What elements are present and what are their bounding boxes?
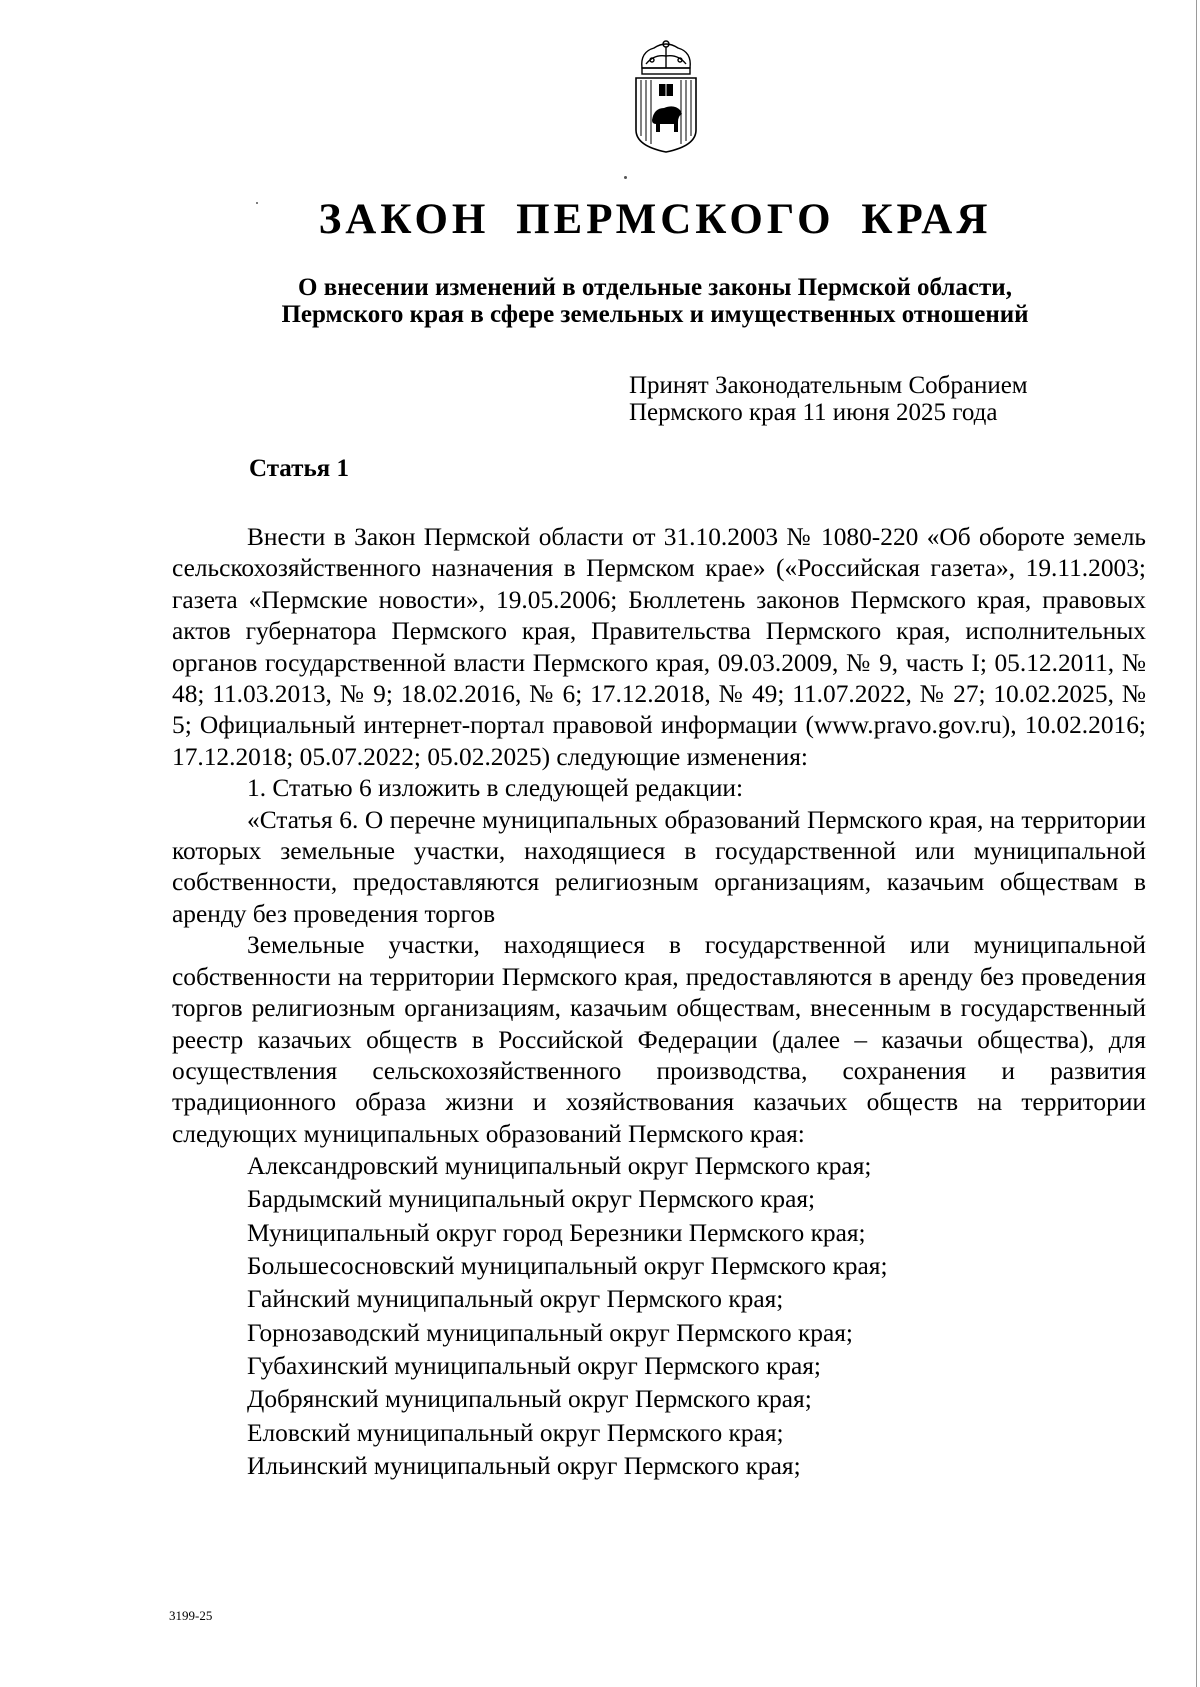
document-subtitle — [230, 274, 1080, 328]
list-item: Губахинский муниципальный округ Пермского края; — [247, 1351, 821, 1380]
municipality-list — [172, 1150, 1146, 1483]
list-item: Ильинский муниципальный округ Пермского края; — [247, 1451, 801, 1480]
list-item: Александровский муниципальный округ Пермского края; — [247, 1152, 872, 1181]
list-item: Бардымский муниципальный округ Пермского края; — [247, 1185, 816, 1214]
list-item: Еловский муниципальный округ Пермского края; — [247, 1418, 784, 1447]
scan-edge-line — [1196, 0, 1197, 1687]
new-article-title-paragraph: «Статья 6. О перечне муниципальных образований Пермского края, на территории которых земельные участки, находящиеся в государственной или муниципальной собственности, предоставляются религиозным организациям, казачьим обществам в аренду без проведения торгов — [172, 805, 1146, 928]
list-item: Большесосновский муниципальный округ Пермского края; — [247, 1252, 888, 1281]
list-item: Горнозаводский муниципальный округ Пермского края; — [247, 1318, 853, 1347]
article-body — [172, 522, 1146, 1483]
document-code: 3199-25 — [169, 1608, 213, 1623]
item-paragraph: 1. Статью 6 изложить в следующей редакции: — [247, 774, 744, 803]
intro-paragraph: Внести в Закон Пермской области от 31.10.2003 № 1080-220 «Об обороте земель сельскохозяйственного назначения в Пермском крае» («Российская газета», 19.11.2003; газета «Пермские новости», 19.05.2006; Бюллетень законов Пермского края, правовых актов губернатора Пермского края, Правительства Пермского края, исполнительных органов государственной власти Пермского края, 09.03.2009, № 9, часть I; 05.12.2011, № 48; 11.03.2013, № 9; 18.02.2016, № 6; 17.12.2018, № 49; 11.07.2022, № 27; 10.02.2025, № 5; Официальный интернет-портал правовой информации (www.pravo.gov.ru), 10.02.2016; 17.12.2018; 05.07.2022; 05.02.2025) следующие изменения: — [172, 523, 1146, 771]
adoption-line: Пермского края 11 июня 2025 года — [629, 399, 998, 426]
document-title: ЗАКОН ПЕРМСКОГО КРАЯ — [318, 196, 992, 243]
coat-of-arms-emblem — [628, 38, 704, 154]
scan-speck — [624, 176, 627, 179]
subtitle-line: О внесении изменений в отдельные законы Пермской области, — [298, 274, 1012, 301]
article-heading: Статья 1 — [249, 455, 349, 482]
list-item: Добрянский муниципальный округ Пермского края; — [247, 1385, 812, 1414]
subtitle-line: Пермского края в сфере земельных и имущественных отношений — [281, 301, 1029, 328]
list-item: Гайнский муниципальный округ Пермского края; — [247, 1285, 784, 1314]
adoption-note — [629, 372, 1028, 426]
perm-krai-coat-of-arms-icon — [628, 38, 704, 154]
adoption-line: Принят Законодательным Собранием — [629, 372, 1028, 399]
scan-speck — [256, 202, 258, 204]
list-item: Муниципальный округ город Березники Пермского края; — [247, 1218, 866, 1247]
new-article-body-paragraph: Земельные участки, находящиеся в государственной или муниципальной собственности на территории Пермского края, предоставляются в аренду без проведения торгов религиозным организациям, казачьим обществам, внесенным в государственный реестр казачьих обществ в Российской Федерации (далее – казачьи общества), для осуществления сельскохозяйственного производства, сохранения и развития традиционного образа жизни и хозяйствования казачьих обществ на территории следующих муниципальных образований Пермского края: — [172, 931, 1146, 1148]
